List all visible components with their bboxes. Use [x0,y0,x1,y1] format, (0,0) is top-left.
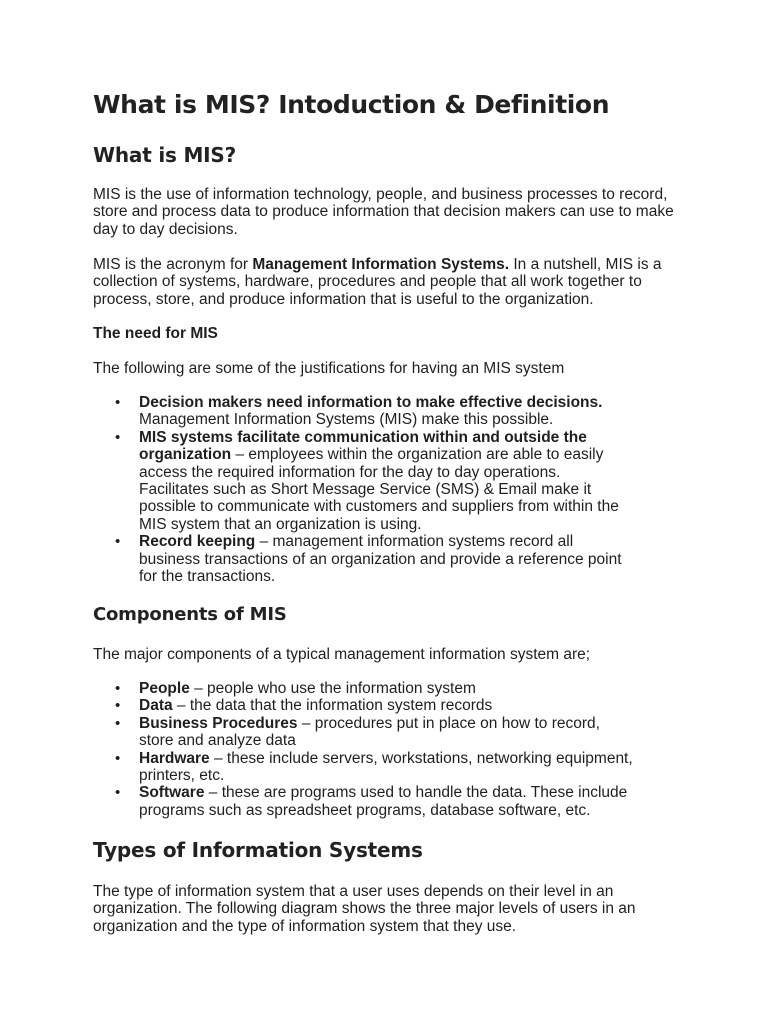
list-item-bold: MIS systems facilitate communication within and outside the organization [139,428,587,464]
paragraph-definition: MIS is the use of information technology, people, and business processes to record, store and process data to produce information that decision makers can use to make day to day decisions. [93,186,674,238]
list-item-text: – these include servers, workstations, networking equipment, printers, etc. [139,749,633,785]
heading-what-is-mis: What is MIS? [93,143,236,167]
list-item-text: – these are programs used to handle the data. These include programs such as spreadsheet programs, database software, etc. [139,784,628,819]
list-item [93,750,633,785]
list-item-text: – employees within the organization are able to easily access the required information for the day to day operations. Facilitates such as Short Message Service (SMS) & Email make it possible to communicate with customers and suppliers from within the MIS system that an organization is using. [139,446,619,533]
list-item-bold: Software [139,784,205,802]
list-item-text: – people who use the information system [189,680,476,697]
list-item-text: – the data that the information system records [172,697,493,715]
list-item [93,533,633,585]
list-item-bold: People [139,680,190,697]
paragraph-acronym [93,256,683,308]
list-item-text: – management information systems record all business transactions of an organization and provide a reference point for the transactions. [139,533,622,586]
page-title: What is MIS? Intoduction & Definition [93,90,610,119]
paragraph-types-intro: The type of information system that a user uses depends on their level in an organization. The following diagram shows the three major levels of users in an organization and the type of information system that they use. [93,883,636,935]
list-item [93,784,633,819]
list-item [93,715,633,750]
list-item [93,697,633,714]
acronym-text-post: In a nutshell, MIS is a collection of systems, hardware, procedures and people that all work together to process, store, and produce information that is useful to the organization. [93,256,662,308]
acronym-bold: Management Information Systems. [252,256,510,273]
list-item-bold: Decision makers need information to make effective decisions. [139,394,603,411]
list-item [93,394,633,429]
list-item [93,429,633,533]
components-list [93,680,633,819]
list-item-text: Management Information Systems (MIS) make this possible. [139,411,554,429]
list-item [93,680,633,697]
list-item-bold: Data [139,697,173,715]
heading-need-for-mis: The need for MIS [93,325,218,342]
paragraph-components-intro: The major components of a typical management information system are; [93,646,591,663]
heading-components-of-mis: Components of MIS [93,604,287,625]
paragraph-justifications-intro: The following are some of the justifications for having an MIS system [93,360,565,377]
heading-types-of-information-systems: Types of Information Systems [93,838,423,862]
list-item-bold: Business Procedures [139,714,298,732]
acronym-text-pre: MIS is the acronym for [93,256,253,273]
list-item-bold: Record keeping [139,533,256,551]
list-item-text: – procedures put in place on how to record, store and analyze data [139,714,600,750]
justifications-list [93,394,633,585]
list-item-bold: Hardware [139,749,210,767]
